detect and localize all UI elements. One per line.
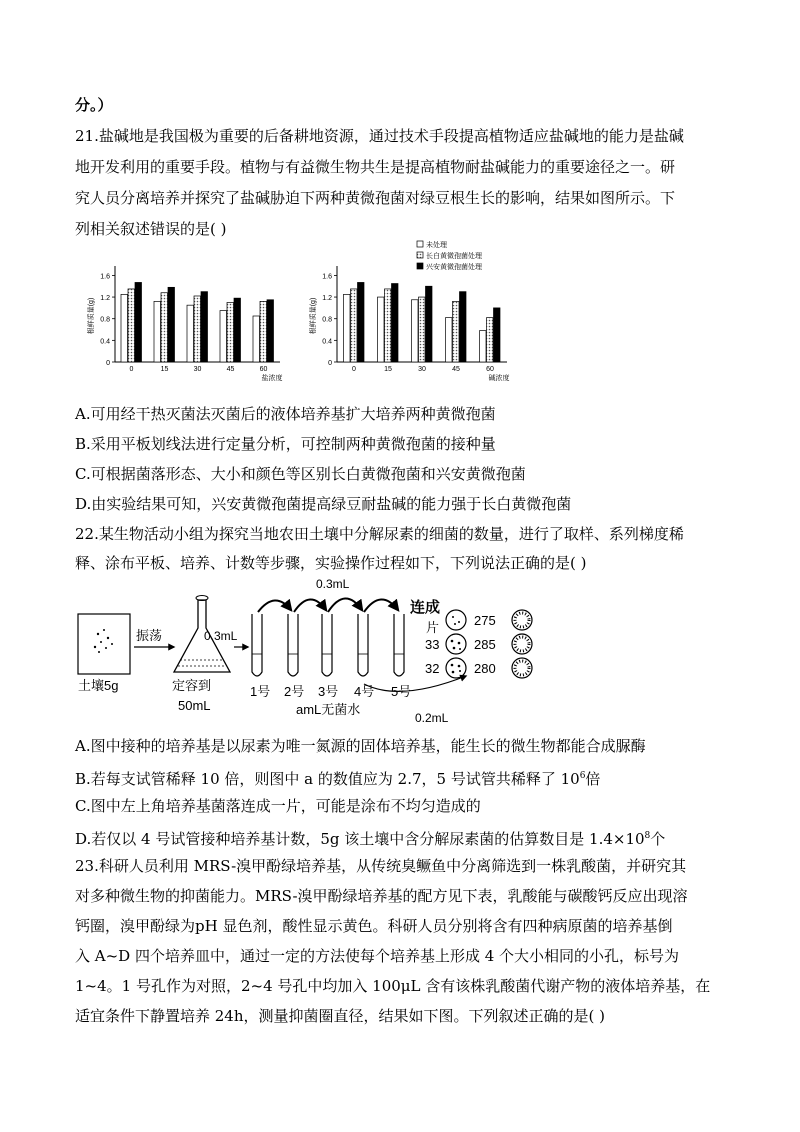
bar <box>227 302 234 362</box>
soil-sample-box <box>78 614 130 674</box>
bar <box>351 289 358 362</box>
salt-concentration-chart <box>85 255 295 390</box>
q23-line-6: 适宜条件下静置培养 24h，测量抑菌圈直径，结果如下图。下列叙述正确的是( ) <box>75 1007 605 1025</box>
y-tick-label: 1.2 <box>322 295 332 303</box>
transfer-arrow-2-3 <box>294 599 326 612</box>
q22-option-b <box>75 766 600 789</box>
legend-label: 长白黄微孢菌处理 <box>426 253 482 260</box>
legend-swatch <box>417 263 423 269</box>
test-tube-3 <box>322 614 332 676</box>
section-tail: 分。） <box>75 96 113 114</box>
q22-option-a: A.图中接种的培养基是以尿素为唯一氮源的固体培养基，能生长的微生物都能合成脲酶 <box>75 737 646 755</box>
soil-particles <box>94 629 113 653</box>
legend-swatch <box>417 252 423 258</box>
bar <box>460 292 467 362</box>
bar <box>260 301 267 362</box>
legend-label: 未处理 <box>426 242 447 249</box>
plate-right-3 <box>512 658 532 678</box>
q21-option-c: C.可根据菌落形态、大小和颜色等区别长白黄微孢菌和兴安黄微孢菌 <box>75 465 526 483</box>
bar <box>187 305 194 362</box>
bar <box>494 308 501 362</box>
plate-right-2 <box>512 634 532 654</box>
y-tick-label: 0.4 <box>100 338 110 346</box>
bar <box>201 292 208 362</box>
bar <box>344 294 351 362</box>
plate-right-1 <box>512 610 532 630</box>
y-tick-label: 1.6 <box>100 273 110 281</box>
legend-label: 兴安黄微孢菌处理 <box>426 264 482 271</box>
bar <box>121 294 128 362</box>
tube-label-2: 2号 <box>284 684 305 699</box>
plate-left-2 <box>446 634 466 654</box>
bar <box>358 282 365 362</box>
bar <box>412 300 419 362</box>
y-tick-label: 0.8 <box>322 316 332 324</box>
count-left-2: 32 <box>425 661 440 676</box>
q22-option-b-exponent: 6 <box>579 771 586 781</box>
x-tick-label: 0 <box>352 366 356 373</box>
y-tick-label: 0.8 <box>100 316 110 324</box>
count-right-2: 285 <box>474 637 496 652</box>
y-tick-label: 0 <box>328 360 332 367</box>
legend-swatch <box>417 241 423 247</box>
q21-line-2: 地开发利用的重要手段。植物与有益微生物共生是提高植物耐盐碱能力的重要途径之一。研 <box>75 158 676 176</box>
x-tick-label: 60 <box>259 366 268 373</box>
q22-line-2: 释、涂布平板、培养、计数等步骤，实验操作过程如下，下列说法正确的是( ) <box>75 554 587 572</box>
test-tube-4 <box>358 614 368 676</box>
q21-line-3: 究人员分离培养并探究了盐碱胁迫下两种黄微孢菌对绿豆根生长的影响，结果如图所示。下 <box>75 189 676 207</box>
alkali-concentration-chart <box>305 238 520 390</box>
x-tick-label: 15 <box>384 366 392 373</box>
q23-line-4: 入 A~D 四个培养皿中，通过一定的方法使每个培养基上形成 4 个大小相同的小孔，标号为 <box>75 947 680 965</box>
q21-option-a: A.可用经干热灭菌法灭菌后的液体培养基扩大培养两种黄微孢菌 <box>75 405 496 423</box>
bar <box>154 301 161 362</box>
transfer-arrow-1-2 <box>258 600 291 612</box>
bar <box>392 284 399 362</box>
count-right-3: 280 <box>474 661 496 676</box>
y-tick-label: 1.6 <box>322 273 332 281</box>
bar <box>453 301 460 362</box>
q23-line-3: 钙圈，溴甲酚绿为pH 显色剂，酸性显示黄色。科研人员分别将含有四种病原菌的培养基倒 <box>75 917 673 935</box>
y-tick-label: 0.4 <box>322 338 332 346</box>
bar <box>487 318 494 362</box>
y-axis-label: 根鲜质量(g) <box>88 297 95 335</box>
bar <box>168 287 175 362</box>
q22-option-d <box>75 826 665 849</box>
transfer-bottom-label: 0.2mL <box>415 711 449 725</box>
q23-line-1: 23.科研人员利用 MRS-溴甲酚绿培养基，从传统臭鳜鱼中分离筛选到一株乳酸菌，并研究其 <box>75 857 687 875</box>
q21-option-b: B.采用平板划线法进行定量分析，可控制两种黄微孢菌的接种量 <box>75 435 496 453</box>
transfer-03-label: 0.3mL <box>204 629 238 643</box>
bar <box>128 289 135 362</box>
count-right-1: 275 <box>474 613 496 628</box>
tube-label-3: 3号 <box>318 684 339 699</box>
q23-line-5: 1~4。1 号孔作为对照，2~4 号孔中均加入 100μL 含有该株乳酸菌代谢产物的液体培养基，在 <box>75 977 711 995</box>
bar <box>161 293 168 362</box>
test-tube-1 <box>252 614 262 676</box>
bar <box>267 300 274 362</box>
flask-volume: 50mL <box>178 698 211 713</box>
bar <box>234 298 241 362</box>
q22-option-d-unit: 个 <box>650 830 666 848</box>
x-tick-label: 30 <box>418 366 426 373</box>
water-label: amL无菌水 <box>296 702 361 717</box>
bar <box>385 289 392 362</box>
y-axis-label: 根鲜质量(g) <box>310 297 317 335</box>
q22-option-b-text: B.若每支试管稀释 10 倍，则图中 a 的数值应为 2.7，5 号试管共稀释了 10 <box>75 770 580 788</box>
bar <box>220 311 227 362</box>
x-tick-label: 0 <box>129 366 134 373</box>
q21-line-4: 列相关叙述错误的是( ) <box>75 220 227 238</box>
bar <box>419 297 426 362</box>
count-left-1: 33 <box>425 637 440 652</box>
q22-option-b-unit: 倍 <box>585 770 601 788</box>
shake-label: 振荡 <box>136 628 163 643</box>
soil-label: 土壤5g <box>78 678 119 693</box>
merged-label-2: 片 <box>426 620 440 635</box>
bar <box>446 318 453 362</box>
y-tick-label: 1.2 <box>100 295 110 303</box>
x-tick-label: 45 <box>226 366 235 373</box>
plate-left-3 <box>446 658 466 678</box>
q21-option-d: D.由实验结果可知，兴安黄微孢菌提高绿豆耐盐碱的能力强于长白黄微孢菌 <box>75 495 572 513</box>
x-tick-label: 45 <box>452 366 460 373</box>
y-tick-label: 0 <box>106 360 110 367</box>
x-axis-label: 碱浓度 <box>488 375 510 382</box>
tube-label-5: 5号 <box>391 684 412 699</box>
merged-label: 连成 <box>410 599 441 616</box>
transfer-arrow-3-4 <box>328 598 362 612</box>
tube-label-1: 1号 <box>250 684 271 699</box>
plate-merged <box>446 610 466 630</box>
q22-option-d-text: D.若仅以 4 号试管接种培养基计数，5g 该土壤中含分解尿素菌的估算数目是 1.4×10 <box>75 830 645 848</box>
test-tube-2 <box>288 614 298 676</box>
q21-line-1: 21.盐碱地是我国极为重要的后备耕地资源，通过技术手段提高植物适应盐碱地的能力是盐碱 <box>75 127 684 145</box>
bar <box>480 331 487 362</box>
q23-line-2: 对多种微生物的抑菌能力。MRS-溴甲酚绿培养基的配方见下表，乳酸能与碳酸钙反应出现溶 <box>75 887 688 905</box>
q22-line-1: 22.某生物活动小组为探究当地农田土壤中分解尿素的细菌的数量，进行了取样、系列梯度稀 <box>75 525 684 543</box>
q22-option-c: C.图中左上角培养基菌落连成一片，可能是涂布不均匀造成的 <box>75 797 481 815</box>
x-tick-label: 60 <box>486 366 494 373</box>
dilution-process-diagram <box>70 572 550 730</box>
bar <box>426 286 433 362</box>
x-axis-label: 盐浓度 <box>261 375 283 382</box>
bar <box>378 297 385 362</box>
bar <box>194 296 201 362</box>
tube-label-4: 4号 <box>354 684 375 699</box>
bar <box>253 316 260 362</box>
x-tick-label: 15 <box>160 366 169 373</box>
test-tube-5 <box>394 614 404 676</box>
transfer-arrow-to-plates <box>364 676 466 691</box>
q22-option-d-exponent: 8 <box>644 831 651 841</box>
bar <box>135 282 142 362</box>
x-tick-label: 30 <box>193 366 202 373</box>
flask-label: 定容到 <box>172 678 212 693</box>
transfer-arrow-4-5 <box>364 599 398 612</box>
transfer-top-label: 0.3mL <box>316 577 350 591</box>
